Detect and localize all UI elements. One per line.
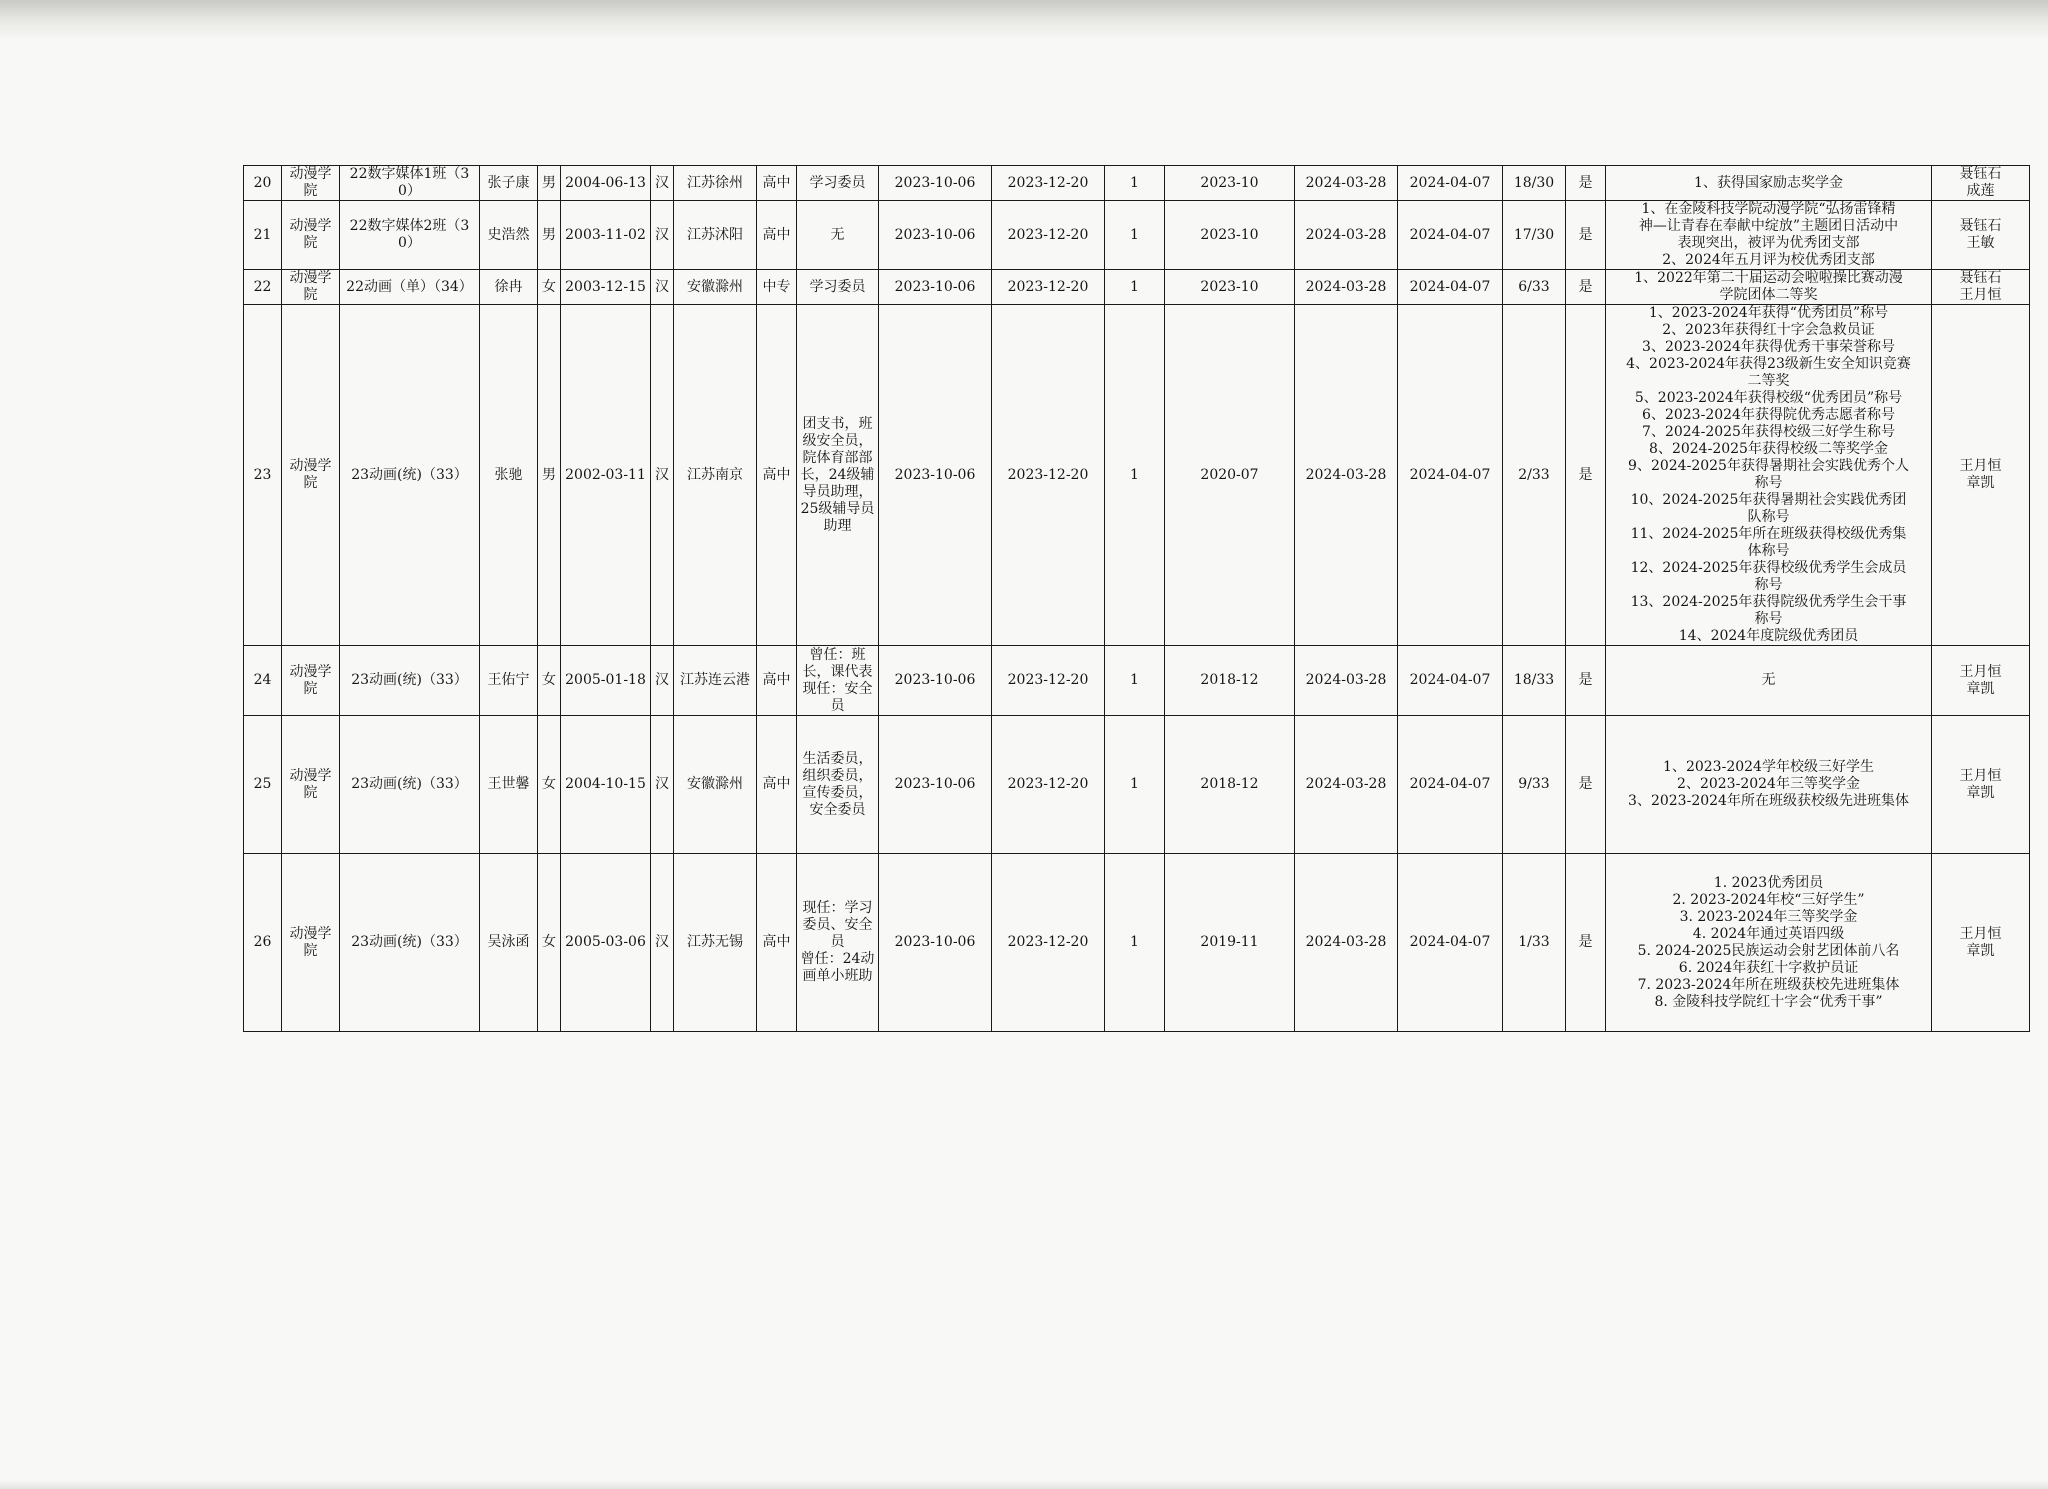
- rank: 6/33: [1503, 270, 1566, 305]
- honor-line: 称号: [1754, 611, 1783, 627]
- ethnicity: 汉: [651, 201, 674, 270]
- honor-line: 2、2024年五月评为校优秀团支部: [1662, 252, 1875, 268]
- student-name: 史浩然: [480, 201, 538, 270]
- date-4: 2024-03-28: [1295, 166, 1398, 201]
- date-2: 2023-12-20: [992, 646, 1105, 716]
- rank: 1/33: [1503, 854, 1566, 1032]
- education: 高中: [757, 201, 797, 270]
- gender: 女: [538, 854, 561, 1032]
- ethnicity: 汉: [651, 305, 674, 646]
- honor-line: 2. 2023-2024年校“三好学生”: [1672, 891, 1865, 908]
- honor-line: 8. 金陵科技学院红十字会“优秀干事”: [1654, 993, 1883, 1010]
- ethnicity: 汉: [651, 166, 674, 201]
- hometown: 江苏无锡: [674, 854, 757, 1032]
- position-cell: [797, 716, 879, 854]
- birth-date: 2003-12-15: [561, 270, 651, 305]
- ethnicity: 汉: [651, 646, 674, 716]
- birth-date: 2002-03-11: [561, 305, 651, 646]
- table-row: [244, 201, 2030, 270]
- honor-line: 队称号: [1747, 509, 1790, 525]
- honor-line: 1、2023-2024年获得“优秀团员”称号: [1648, 305, 1889, 321]
- rank: 17/30: [1503, 201, 1566, 270]
- position-line: 生活委员，: [802, 750, 873, 767]
- college-line: 院: [303, 235, 318, 251]
- hometown: 安徽滁州: [674, 716, 757, 854]
- advisor-cell: [1932, 646, 2030, 716]
- class-name: 23动画(统)（33）: [340, 854, 480, 1032]
- advisor-name: 章凯: [1966, 475, 1995, 491]
- hometown: 江苏沭阳: [674, 201, 757, 270]
- position-line: 长，24级辅: [800, 466, 875, 483]
- date-4: 2024-03-28: [1295, 270, 1398, 305]
- position-line: 现任：学习: [802, 900, 873, 916]
- advisor-cell: [1932, 166, 2030, 201]
- college-line: 院: [303, 784, 318, 801]
- honor-line: 称号: [1754, 475, 1783, 491]
- honor-line: 1. 2023优秀团员: [1713, 874, 1824, 891]
- class-name: 23动画(统)（33）: [340, 716, 480, 854]
- position-line: 安全委员: [809, 801, 866, 818]
- student-name: 王佑宁: [480, 646, 538, 716]
- honor-line: 14、2024年度院级优秀团员: [1678, 628, 1859, 644]
- honor-line: 2、2023年获得红十字会急救员证: [1662, 322, 1875, 338]
- education: 高中: [757, 305, 797, 646]
- college-line: 院: [303, 287, 318, 303]
- college-line: 院: [303, 680, 318, 697]
- advisor-name: 章凯: [1966, 942, 1995, 959]
- honor-line: 8、2024-2025年获得校级二等奖学金: [1649, 441, 1888, 457]
- hometown: 江苏徐州: [674, 166, 757, 201]
- date-3: 2023-10: [1165, 201, 1295, 270]
- rank: 9/33: [1503, 716, 1566, 854]
- college-cell: [282, 716, 340, 854]
- date-3: 2018-12: [1165, 646, 1295, 716]
- position-line: 画单小班助: [802, 968, 873, 984]
- date-4: 2024-03-28: [1295, 305, 1398, 646]
- college-cell: [282, 270, 340, 305]
- honor-line: 学院团体二等奖: [1719, 287, 1818, 303]
- education: 中专: [757, 270, 797, 305]
- class-name: 22动画（单）（34）: [340, 270, 480, 305]
- date-5: 2024-04-07: [1398, 201, 1503, 270]
- honor-line: 无: [1761, 672, 1776, 688]
- rank: 2/33: [1503, 305, 1566, 646]
- ethnicity: 汉: [651, 854, 674, 1032]
- college-line: 动漫学: [289, 218, 332, 234]
- rank: 18/30: [1503, 166, 1566, 201]
- date-1: 2023-10-06: [879, 646, 992, 716]
- date-5: 2024-04-07: [1398, 270, 1503, 305]
- college-line: 院: [303, 942, 318, 959]
- table-container: [243, 165, 2029, 1032]
- date-1: 2023-10-06: [879, 305, 992, 646]
- date-5: 2024-04-07: [1398, 716, 1503, 854]
- hometown: 安徽滁州: [674, 270, 757, 305]
- date-1: 2023-10-06: [879, 716, 992, 854]
- position-line: 员: [830, 697, 845, 714]
- position-line: 员: [830, 934, 845, 950]
- college-line: 动漫学: [289, 767, 332, 784]
- advisor-cell: [1932, 201, 2030, 270]
- position-cell: [797, 201, 879, 270]
- position-line: 25级辅导员: [800, 500, 875, 517]
- date-3: 2019-11: [1165, 854, 1295, 1032]
- education: 高中: [757, 166, 797, 201]
- qualified: 是: [1566, 270, 1606, 305]
- honor-line: 3. 2023-2024年三等奖学金: [1679, 908, 1858, 925]
- honors-cell: [1606, 270, 1932, 305]
- position-line: 委员、安全: [802, 917, 873, 933]
- row-number: 25: [244, 716, 282, 854]
- honor-line: 10、2024-2025年获得暑期社会实践优秀团: [1630, 492, 1907, 508]
- advisor-name: 聂钰石: [1959, 270, 2002, 286]
- position-line: 现任：安全: [802, 680, 873, 697]
- class-name: 23动画(统)（33）: [340, 646, 480, 716]
- college-cell: [282, 201, 340, 270]
- advisor-name: 王月恒: [1959, 287, 2002, 303]
- count: 1: [1105, 166, 1165, 201]
- date-1: 2023-10-06: [879, 854, 992, 1032]
- position-cell: [797, 305, 879, 646]
- date-5: 2024-04-07: [1398, 166, 1503, 201]
- position-cell: [797, 270, 879, 305]
- date-1: 2023-10-06: [879, 270, 992, 305]
- row-number: 22: [244, 270, 282, 305]
- class-name: 22数字媒体1班（30）: [340, 166, 480, 201]
- honor-line: 7、2024-2025年获得校级三好学生称号: [1642, 424, 1895, 440]
- honor-line: 7. 2023-2024年所在班级获校先进班集体: [1637, 976, 1900, 993]
- position-line: 长，课代表: [802, 663, 873, 680]
- college-line: 动漫学: [289, 663, 332, 680]
- honor-line: 神—让青春在奉献中绽放”主题团日活动中: [1638, 218, 1899, 234]
- college-line: 院: [303, 475, 318, 491]
- honor-line: 二等奖: [1747, 373, 1790, 389]
- position-line: 曾任：24动: [800, 951, 875, 967]
- date-1: 2023-10-06: [879, 166, 992, 201]
- student-name: 张子康: [480, 166, 538, 201]
- qualified: 是: [1566, 166, 1606, 201]
- advisor-cell: [1932, 305, 2030, 646]
- honor-line: 表现突出，被评为优秀团支部: [1677, 235, 1860, 251]
- date-4: 2024-03-28: [1295, 716, 1398, 854]
- honor-line: 4、2023-2024年获得23级新生安全知识竞赛: [1626, 356, 1911, 372]
- date-5: 2024-04-07: [1398, 854, 1503, 1032]
- qualified: 是: [1566, 305, 1606, 646]
- date-3: 2018-12: [1165, 716, 1295, 854]
- row-number: 20: [244, 166, 282, 201]
- honor-line: 13、2024-2025年获得院级优秀学生会干事: [1630, 594, 1907, 610]
- birth-date: 2005-03-06: [561, 854, 651, 1032]
- position-cell: [797, 166, 879, 201]
- advisor-name: 王月恒: [1959, 767, 2002, 784]
- qualified: 是: [1566, 201, 1606, 270]
- college-line: 院: [303, 183, 318, 199]
- position-line: 院体育部部: [802, 449, 873, 466]
- honors-cell: [1606, 305, 1932, 646]
- advisor-name: 章凯: [1966, 784, 1995, 801]
- advisor-name: 聂钰石: [1959, 166, 2002, 182]
- qualified: 是: [1566, 716, 1606, 854]
- advisor-name: 王敏: [1966, 235, 1995, 251]
- table-row: [244, 646, 2030, 716]
- college-cell: [282, 166, 340, 201]
- education: 高中: [757, 854, 797, 1032]
- honor-line: 6. 2024年获红十字救护员证: [1678, 959, 1859, 976]
- position-line: 宣传委员，: [802, 784, 873, 801]
- honor-line: 1、在金陵科技学院动漫学院“弘扬雷锋精: [1641, 201, 1896, 217]
- college-line: 动漫学: [289, 270, 332, 286]
- honor-line: 11、2024-2025年所在班级获得校级优秀集: [1630, 526, 1907, 542]
- qualified: 是: [1566, 854, 1606, 1032]
- advisor-cell: [1932, 716, 2030, 854]
- gender: 女: [538, 646, 561, 716]
- date-5: 2024-04-07: [1398, 646, 1503, 716]
- honor-line: 1、获得国家励志奖学金: [1694, 174, 1843, 191]
- qualified: 是: [1566, 646, 1606, 716]
- date-2: 2023-12-20: [992, 305, 1105, 646]
- count: 1: [1105, 646, 1165, 716]
- education: 高中: [757, 646, 797, 716]
- honor-line: 5. 2024-2025民族运动会射艺团体前八名: [1637, 942, 1900, 959]
- gender: 男: [538, 305, 561, 646]
- honor-line: 5、2023-2024年获得校级“优秀团员”称号: [1634, 390, 1903, 406]
- college-line: 动漫学: [289, 458, 332, 474]
- birth-date: 2004-10-15: [561, 716, 651, 854]
- position-cell: [797, 854, 879, 1032]
- position-line: 助理: [823, 517, 852, 534]
- date-3: 2020-07: [1165, 305, 1295, 646]
- honors-cell: [1606, 716, 1932, 854]
- hometown: 江苏南京: [674, 305, 757, 646]
- ethnicity: 汉: [651, 716, 674, 854]
- student-name: 吴泳函: [480, 854, 538, 1032]
- count: 1: [1105, 305, 1165, 646]
- rank: 18/33: [1503, 646, 1566, 716]
- honors-cell: [1606, 854, 1932, 1032]
- advisor-cell: [1932, 854, 2030, 1032]
- position-line: 无: [830, 226, 845, 243]
- table-body: [244, 166, 2030, 1032]
- honor-line: 2、2023-2024年三等奖学金: [1677, 776, 1860, 792]
- date-3: 2023-10: [1165, 270, 1295, 305]
- scan-bottom-edge: [0, 1480, 2048, 1489]
- position-line: 导员助理，: [802, 483, 873, 500]
- advisor-cell: [1932, 270, 2030, 305]
- ethnicity: 汉: [651, 270, 674, 305]
- advisor-name: 聂钰石: [1959, 218, 2002, 234]
- student-name: 张驰: [480, 305, 538, 646]
- position-cell: [797, 646, 879, 716]
- student-roster-table: [243, 165, 2030, 1032]
- position-line: 级安全员，: [802, 432, 873, 449]
- college-cell: [282, 854, 340, 1032]
- honor-line: 4. 2024年通过英语四级: [1692, 925, 1845, 942]
- row-number: 23: [244, 305, 282, 646]
- class-name: 23动画(统)（33）: [340, 305, 480, 646]
- gender: 男: [538, 166, 561, 201]
- scan-edge-shadow: [0, 0, 2048, 40]
- date-5: 2024-04-07: [1398, 305, 1503, 646]
- advisor-name: 成莲: [1966, 183, 1995, 199]
- table-row: [244, 166, 2030, 201]
- date-2: 2023-12-20: [992, 716, 1105, 854]
- honor-line: 体称号: [1747, 543, 1790, 559]
- honors-cell: [1606, 166, 1932, 201]
- gender: 男: [538, 201, 561, 270]
- count: 1: [1105, 201, 1165, 270]
- advisor-name: 王月恒: [1959, 925, 2002, 942]
- date-3: 2023-10: [1165, 166, 1295, 201]
- date-4: 2024-03-28: [1295, 854, 1398, 1032]
- hometown: 江苏连云港: [674, 646, 757, 716]
- table-row: [244, 270, 2030, 305]
- college-line: 动漫学: [289, 925, 332, 942]
- honors-cell: [1606, 201, 1932, 270]
- gender: 女: [538, 716, 561, 854]
- count: 1: [1105, 270, 1165, 305]
- honor-line: 1、2022年第二十届运动会啦啦操比赛动漫: [1634, 270, 1903, 286]
- date-2: 2023-12-20: [992, 201, 1105, 270]
- honor-line: 3、2023-2024年获得优秀干事荣誉称号: [1642, 339, 1895, 355]
- row-number: 24: [244, 646, 282, 716]
- education: 高中: [757, 716, 797, 854]
- table-row: [244, 305, 2030, 646]
- birth-date: 2003-11-02: [561, 201, 651, 270]
- honor-line: 9、2024-2025年获得暑期社会实践优秀个人: [1628, 458, 1909, 474]
- position-line: 学习委员: [809, 278, 866, 295]
- birth-date: 2004-06-13: [561, 166, 651, 201]
- row-number: 26: [244, 854, 282, 1032]
- row-number: 21: [244, 201, 282, 270]
- college-line: 动漫学: [289, 166, 332, 182]
- date-1: 2023-10-06: [879, 201, 992, 270]
- student-name: 王世馨: [480, 716, 538, 854]
- advisor-name: 王月恒: [1959, 663, 2002, 680]
- advisor-name: 王月恒: [1959, 458, 2002, 474]
- table-row: [244, 854, 2030, 1032]
- position-line: 学习委员: [809, 174, 866, 191]
- honors-cell: [1606, 646, 1932, 716]
- advisor-name: 章凯: [1966, 680, 1995, 697]
- count: 1: [1105, 854, 1165, 1032]
- date-4: 2024-03-28: [1295, 646, 1398, 716]
- honor-line: 称号: [1754, 577, 1783, 593]
- date-2: 2023-12-20: [992, 270, 1105, 305]
- date-2: 2023-12-20: [992, 166, 1105, 201]
- position-line: 曾任：班: [809, 646, 866, 663]
- honor-line: 12、2024-2025年获得校级优秀学生会成员: [1630, 560, 1907, 576]
- position-line: 团支书，班: [802, 415, 873, 432]
- gender: 女: [538, 270, 561, 305]
- date-2: 2023-12-20: [992, 854, 1105, 1032]
- birth-date: 2005-01-18: [561, 646, 651, 716]
- honor-line: 6、2023-2024年获得院优秀志愿者称号: [1642, 407, 1895, 423]
- date-4: 2024-03-28: [1295, 201, 1398, 270]
- honor-line: 1、2023-2024学年校级三好学生: [1663, 759, 1874, 775]
- table-row: [244, 716, 2030, 854]
- college-cell: [282, 305, 340, 646]
- class-name: 22数字媒体2班（30）: [340, 201, 480, 270]
- honor-line: 3、2023-2024年所在班级获校级先进班集体: [1628, 793, 1909, 809]
- college-cell: [282, 646, 340, 716]
- count: 1: [1105, 716, 1165, 854]
- position-line: 组织委员，: [802, 767, 873, 784]
- student-name: 徐冉: [480, 270, 538, 305]
